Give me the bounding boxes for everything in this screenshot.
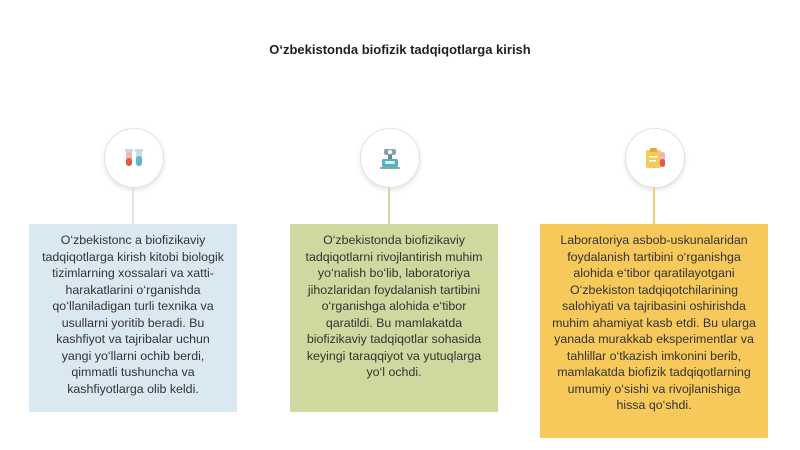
step-2 <box>280 0 520 450</box>
step-3-text: Laboratoriya asbob-uskunalaridan foydalanish tartibini o‘rganishga alohida e‘tibor qaratilayotgani O‘zbekiston tadqiqotchilarining salohiyati va tajribasini oshirishda muhim ahamiyat kasb etdi. Bu ularga yanada murakkab eksperimentlar va tahlillar o‘tkazish imkonini berib, mamlakatda biofizik tadqiqotlarning umumiy o‘sishi va rivojlanishiga hissa qo‘shdi. <box>552 233 756 412</box>
step-2-connector <box>388 187 390 224</box>
clipboard-tube-icon <box>640 143 670 173</box>
step-1-connector <box>132 187 134 224</box>
step-2-card <box>290 224 498 412</box>
step-1-text: O‘zbekistonc a biofizikaviy tadqiqotlarga kirish kitobi biologik tizimlarning xossalari va xatti-harakatlarini o‘rganishda qo‘llaniladigan turli texnika va usullarni yoritib beradi. Bu kashfiyot va tajribalar uchun yangi yo‘llarni ochib berdi, qimmatli tushuncha va kashfiyotlarga olib keldi. <box>42 233 224 396</box>
step-3-icon-circle <box>625 128 685 188</box>
lab-equipment-icon <box>375 143 405 173</box>
step-2-icon-circle <box>360 128 420 188</box>
diagram-title: O‘zbekistonda biofizik tadqiqotlarga kirish <box>269 42 531 57</box>
step-1-icon-circle <box>104 128 164 188</box>
test-tubes-icon <box>119 143 149 173</box>
step-1 <box>13 0 253 450</box>
step-3-connector <box>653 187 655 224</box>
step-1-card <box>29 224 237 412</box>
step-3 <box>535 0 775 450</box>
step-2-text: O‘zbekistonda biofizikaviy tadqiqotlarni rivojlantirish muhim yo‘nalish bo‘lib, laboratoriya jihozlaridan foydalanish tartibini o‘rganishga alohida e‘tibor qaratildi. Bu mamlakatda biofizikaviy tadqiqotlar sohasida keyingi taraqqiyot va yutuqlarga yo‘l ochdi. <box>305 233 483 379</box>
step-3-card <box>540 224 768 438</box>
